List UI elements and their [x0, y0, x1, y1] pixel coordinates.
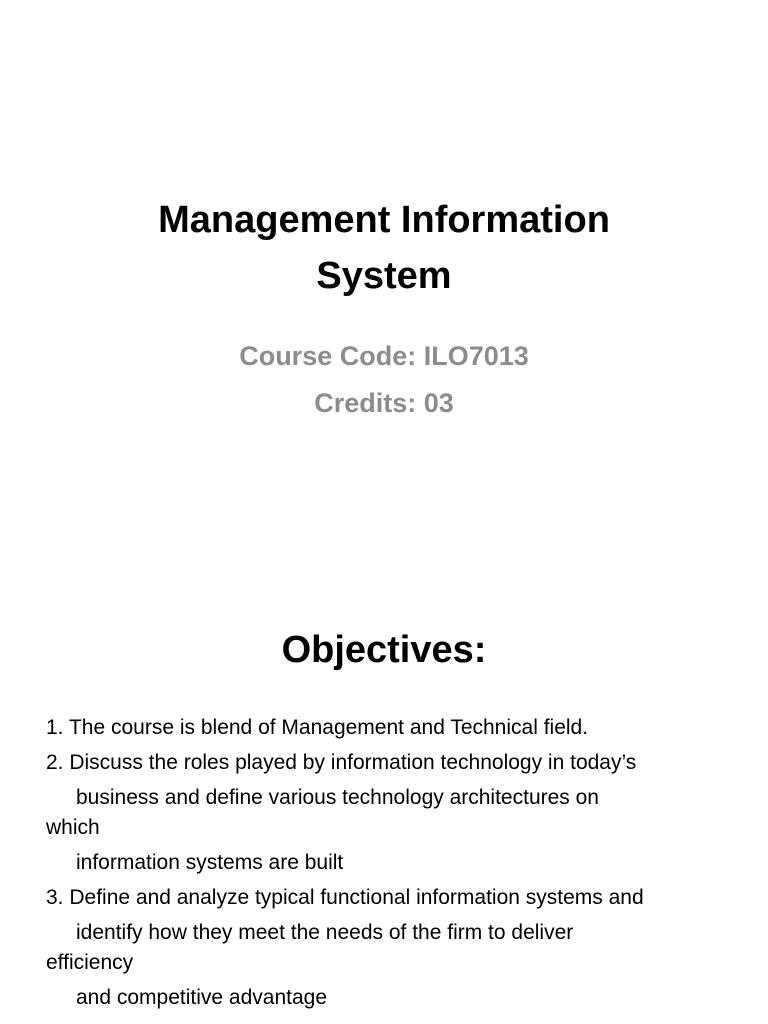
objective-item-3	[46, 883, 736, 1013]
objective-item-1	[46, 713, 736, 743]
objective-2-line-1: 2. Discuss the roles played by information technology in today’s	[46, 751, 637, 774]
course-credits: Credits: 03	[314, 388, 454, 418]
title-line-2: System	[316, 255, 452, 297]
objective-3-line-2: identify how they meet the needs of the firm to deliver	[76, 921, 574, 944]
title-line-1: Management Information	[158, 199, 610, 241]
objective-item-2	[46, 748, 736, 878]
objective-2-wrap: which	[46, 816, 100, 839]
objectives-slide	[0, 560, 768, 1024]
objectives-list	[46, 713, 736, 1018]
objectives-heading: Objectives:	[281, 629, 487, 671]
objective-3-wrap: efficiency	[46, 951, 134, 974]
objective-3-line-3: and competitive advantage	[76, 986, 328, 1009]
objective-2-line-3: information systems are built	[76, 851, 344, 874]
page-title	[0, 192, 768, 304]
objective-2-line-2	[46, 783, 736, 813]
objective-3-line-1: 3. Define and analyze typical functional information systems and	[46, 886, 644, 909]
course-code: Course Code: ILO7013	[239, 341, 529, 371]
objective-2-cont-1: business and define various technology architectures on	[76, 786, 599, 809]
objective-1-text: 1. The course is blend of Management and Technical field.	[46, 716, 589, 739]
course-info	[0, 333, 768, 427]
